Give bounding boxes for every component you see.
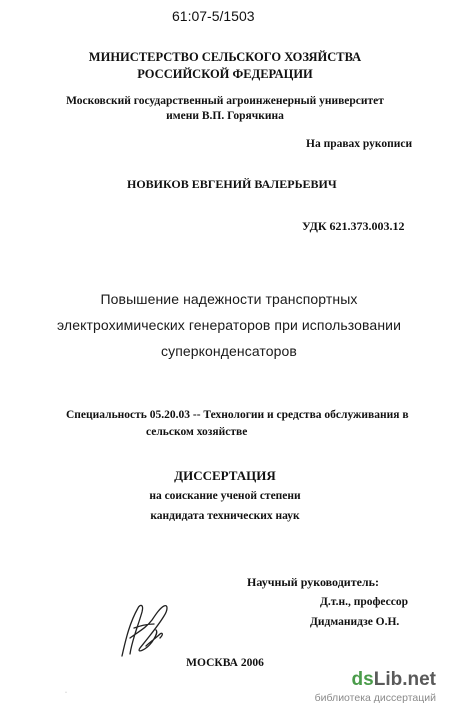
university-line-1: Московский государственный агроинженерный университет: [66, 95, 384, 107]
watermark-caption: библиотека диссертаций: [314, 692, 436, 704]
university-line-2: имени В.П. Горячкина: [166, 110, 284, 122]
document-code: 61:07-5/1503: [172, 8, 255, 24]
supervisor-name: Дидманидзе О.Н.: [310, 616, 400, 628]
watermark-logo: [352, 669, 436, 691]
ministry-line-1: МИНИСТЕРСТВО СЕЛЬСКОГО ХОЗЯЙСТВА: [88, 50, 362, 64]
rights-note: На правах рукописи: [306, 138, 413, 150]
watermark-logo-prefix: ds: [351, 669, 374, 690]
dissertation-degree-line-1: на соискание ученой степени: [149, 490, 301, 502]
dissertation-heading: ДИССЕРТАЦИЯ: [174, 468, 276, 483]
thesis-title-line-1: Повышение надежности транспортных: [100, 291, 358, 307]
thesis-title-line-3: суперконденсаторов: [161, 343, 297, 359]
city-year: МОСКВА 2006: [186, 657, 264, 669]
scan-dot: ·: [65, 690, 67, 696]
watermark-logo-suffix: Lib.net: [373, 669, 436, 690]
thesis-title-line-2: электрохимических генераторов при использовании: [57, 317, 401, 333]
udc-code: УДК 621.373.003.12: [302, 219, 405, 233]
supervisor-degree: Д.т.н., профессор: [320, 596, 409, 608]
author-name: НОВИКОВ ЕВГЕНИЙ ВАЛЕРЬЕВИЧ: [127, 177, 337, 191]
dissertation-degree-line-2: кандидата технических наук: [150, 510, 300, 522]
specialty-line-1: Специальность 05.20.03 -- Технологии и средства обслуживания в: [66, 409, 409, 421]
supervisor-heading: Научный руководитель:: [247, 575, 379, 589]
signature-icon: [116, 598, 172, 662]
specialty-line-2: сельском хозяйстве: [146, 426, 248, 438]
ministry-line-2: РОССИЙСКОЙ ФЕДЕРАЦИИ: [137, 67, 313, 81]
